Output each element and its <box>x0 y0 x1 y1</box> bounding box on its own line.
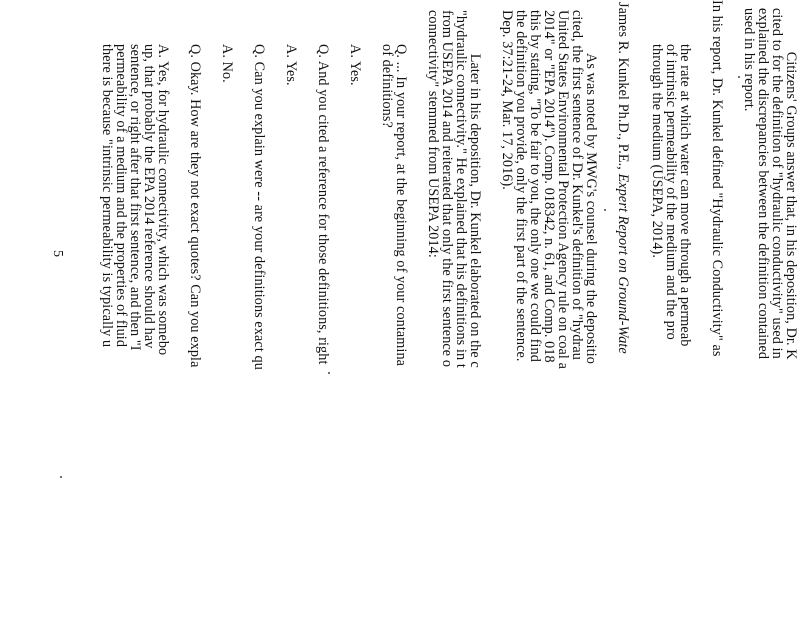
citation-author: James R. Kunkel Ph.D., P.E., <box>615 2 631 174</box>
para-3-line-6: the definition you provide, only the first part of the sentence. <box>513 10 529 362</box>
para-3-line-5: this by stating, "To be fair to you, the only one we could find <box>527 10 543 362</box>
para-4-line-3: from USEPA 2014 and reiterated that only the first sentence o <box>439 10 455 368</box>
deposition-line-9: A. Yes, for hydraulic connectivity, which was somebo <box>155 44 171 356</box>
para-3-line-7: Dep. 37:21-24, Mar. 17, 2016). <box>499 10 515 190</box>
para-1-line-4: used in his report. <box>741 8 757 112</box>
page-number: 5 <box>50 250 65 257</box>
para-4-line-4: connectivity" stemmed from USEPA 2014: <box>425 10 441 258</box>
deposition-line-7: A. No. <box>219 44 235 83</box>
para-1-line-1: Citizens' Groups answer that, in his deposition, Dr. K <box>783 8 799 360</box>
para-1-line-2: cited to for the definition of "hydraulic conductivity" used in <box>769 8 785 359</box>
deposition-line-11: sentence, or right after that first sentence, and then "I <box>127 44 143 351</box>
para-3-line-2: cited, the first sentence of Dr. Kunkel's definition of "hydrau <box>569 10 585 360</box>
rotated-text-body <box>50 0 800 618</box>
quote-line-1: the rate at which water can move through a permeab <box>677 44 693 347</box>
para-3-line-4: 2014" or "EPA 2014"). Comp. 018342, n. 61, and Comp. 018 <box>541 10 557 363</box>
scan-speck <box>60 476 62 478</box>
citation-line <box>616 2 630 354</box>
deposition-line-13: there is because "intrinsic permeability is typically u <box>99 44 115 348</box>
para-1-line-3: explained the discrepancies between the definition contained <box>755 8 771 360</box>
scan-speck <box>328 372 330 374</box>
para-3-line-1: As was noted by MWG's counsel during the depositio <box>583 10 599 364</box>
para-3-line-3: United States Environmental Protection Agency rule on coal a <box>555 10 571 370</box>
deposition-line-5: A. Yes. <box>283 44 299 86</box>
deposition-line-3: A. Yes. <box>347 44 363 86</box>
deposition-line-2: of definitions? <box>379 44 395 128</box>
citation-title: Expert Report on Ground-Wate <box>615 173 631 354</box>
deposition-line-1: Q. ... In your report, at the beginning of your contamina <box>393 44 409 367</box>
deposition-line-10: up, that probably the EPA 2014 reference should hav <box>141 44 157 349</box>
para-2-line-1: In his report, Dr. Kunkel defined "Hydraulic Conductivity" as <box>709 0 725 357</box>
quote-line-2: of intrinsic permeability of the medium and the pro <box>663 44 679 340</box>
deposition-line-4: Q. And you cited a reference for those definitions, right <box>315 44 331 365</box>
scan-speck <box>738 76 740 78</box>
deposition-line-6: Q. Can you explain were -- are your definitions exact qu <box>251 44 267 370</box>
para-4-line-1: Later in his deposition, Dr. Kunkel elaborated on the c <box>467 10 483 368</box>
para-4-line-2: "hydraulic connectivity." He explained that his definitions in t <box>453 10 469 368</box>
deposition-line-8: Q. Okay. How are they not exact quotes? Can you expla <box>187 44 203 368</box>
quote-line-3: through the medium (USEPA, 2014). <box>649 44 665 259</box>
deposition-line-12: permeability of a medium and the properties of fluid <box>113 44 129 348</box>
scan-speck <box>604 209 606 211</box>
